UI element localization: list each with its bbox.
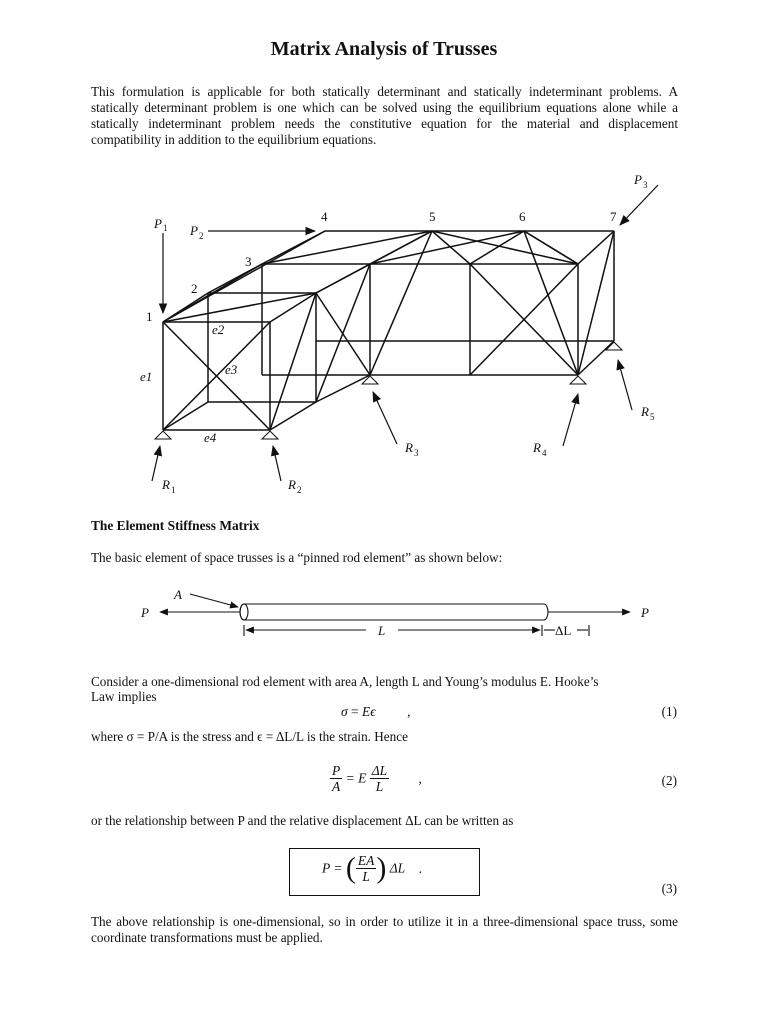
node-label-2: 2 [191,281,198,296]
reaction-label-r2: R [288,477,296,492]
node-label-3: 3 [245,254,252,269]
load-label-p3: P [634,172,642,187]
equation-2 [330,763,422,794]
para-hooke-2: Law implies [91,689,157,704]
truss-members [163,231,614,430]
para-relation: or the relationship between P and the relative displacement ΔL can be written as [91,813,514,828]
load-subscript-1: 1 [163,223,168,233]
eq1-lhs: σ [341,704,348,719]
load-subscript-2: 2 [199,231,204,241]
para-stress-strain: where σ = P/A is the stress and ϵ = ΔL/L is the strain. Hence [91,729,408,744]
load-subscript-3: 3 [643,180,648,190]
node-label-4: 4 [321,209,328,224]
element-label-e2: e2 [212,322,225,337]
eq3-rhs: ΔL [389,860,406,876]
rod-length-label: L [378,623,386,638]
element-label-e1: e1 [140,369,153,384]
element-label-e3: e3 [225,362,238,377]
reaction-arrows [152,360,632,481]
node-label-6: 6 [519,209,526,224]
eq1-comma: , [407,704,411,719]
reaction-label-r3: R [405,440,413,455]
reaction-label-r4: R [533,440,541,455]
equation-1 [341,704,410,720]
rod-area-label: A [174,587,182,602]
equation-3: P = ( $\frac{EA}{L}$ ) ΔL . [322,851,422,885]
eq2-den-right: L [375,779,384,794]
reaction-subscript-4: 4 [542,448,547,458]
load-label-p2: P [190,223,198,238]
reaction-subscript-1: 1 [171,485,176,495]
reaction-subscript-5: 5 [650,412,655,422]
eq2-num-left: P [332,763,341,778]
rod-force-right: P [641,605,649,620]
eq2-den-left: A [332,779,341,794]
page-title: Matrix Analysis of Trusses [270,38,498,60]
rod-figure [0,585,768,645]
rod-body [240,604,548,620]
equation-2-number: (2) [661,773,677,788]
node-label-1: 1 [146,309,153,324]
section-heading: The Element Stiffness Matrix [91,518,260,533]
node-label-5: 5 [429,209,436,224]
eq3-den: L [362,869,370,884]
eq3-num: EA [357,853,375,868]
intro-paragraph: This formulation is applicable for both statically determinant and statically indeterminant problems. A statically determinant problem is one which can be solved using the equilibrium equations alone while a statically indeterminant problem needs the constitutive equation for the material and displacement compatibility in addition to the equilibrium equations. [91,84,678,147]
reaction-subscript-2: 2 [297,485,302,495]
eq3-period: . [418,860,422,876]
section-intro: The basic element of space trusses is a “pinned rod element” as shown below: [91,550,503,565]
rod-elongation-label: ΔL [555,623,572,638]
eq2-comma: , [418,770,422,786]
para-hooke-1: Consider a one-dimensional rod element with area A, length L and Young’s modulus E. Hooke’s [91,674,599,689]
reaction-label-r5: R [641,404,649,419]
equation-3-number: (3) [661,881,677,896]
eq3-lhs: P = [322,860,343,876]
final-paragraph: The above relationship is one-dimensional, so in order to utilize it in a three-dimensional space truss, some coordinate transformations must be applied. [91,914,678,945]
eq1-rhs: Eϵ [362,704,376,719]
equation-1-number: (1) [661,704,677,719]
reaction-label-r1: R [162,477,170,492]
eq2-num-right: ΔL [371,763,388,778]
eq2-equals: = E [345,770,367,786]
node-label-7: 7 [610,209,617,224]
reaction-subscript-3: 3 [414,448,419,458]
load-arrows [163,185,658,313]
truss-figure [0,165,768,505]
element-label-e4: e4 [204,430,217,445]
eq1-equals: = [351,704,359,719]
rod-force-left: P [141,605,149,620]
load-label-p1: P [154,216,162,231]
